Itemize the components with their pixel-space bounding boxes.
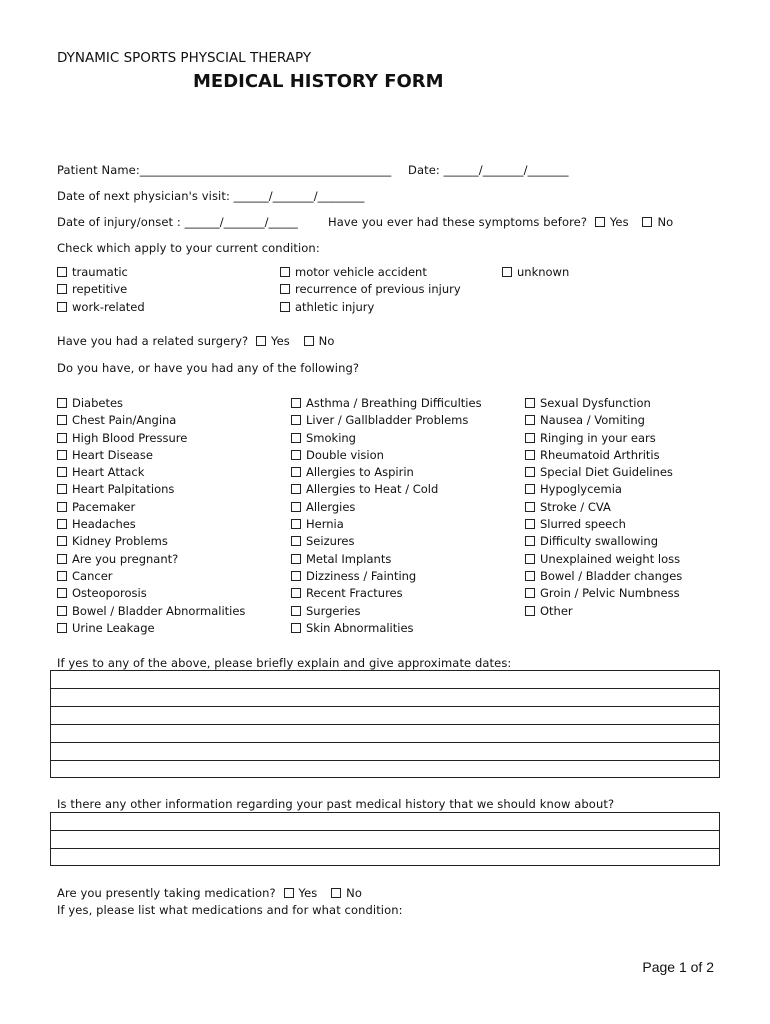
history-condition-label: Liver / Gallbladder Problems [306, 413, 469, 428]
answer-line[interactable] [51, 671, 719, 689]
history-condition-label: Asthma / Breathing Difficulties [306, 396, 482, 410]
history-condition-label: Bowel / Bladder Abnormalities [72, 603, 246, 618]
history-condition-label: Heart Attack [72, 465, 145, 480]
history-condition-option[interactable] [57, 568, 245, 585]
checkbox-icon[interactable] [57, 571, 67, 581]
condition-column-1 [57, 264, 145, 316]
condition-column-3 [502, 264, 569, 281]
history-condition-label: Pacemaker [72, 499, 136, 514]
history-condition-label: Stroke / CVA [540, 499, 611, 514]
condition-option[interactable]: work-related [57, 299, 145, 316]
medication-row [57, 886, 362, 900]
checkbox-icon[interactable] [291, 398, 301, 408]
checkbox-icon[interactable] [304, 336, 314, 346]
other-info-lines[interactable] [50, 812, 720, 866]
checkbox-icon[interactable] [525, 588, 535, 598]
explain-lines[interactable] [50, 670, 720, 778]
checkbox-icon[interactable] [57, 284, 67, 294]
history-condition-option[interactable] [57, 412, 245, 429]
condition-option[interactable]: unknown [502, 264, 569, 281]
history-condition-option[interactable] [57, 430, 245, 447]
history-condition-label: Kidney Problems [72, 534, 168, 549]
check-apply-label: Check which apply to your current condition: [57, 241, 320, 255]
history-condition-option[interactable] [291, 499, 482, 516]
history-condition-label: Ringing in your ears [540, 430, 656, 445]
checkbox-icon[interactable] [57, 484, 67, 494]
medication-yes-option[interactable]: Yes [284, 886, 318, 900]
history-condition-label: Skin Abnormalities [306, 620, 414, 635]
history-condition-label: Diabetes [72, 396, 124, 410]
medication-question: Are you presently taking medication? [57, 886, 276, 900]
history-condition-option[interactable] [525, 412, 682, 429]
answer-line[interactable] [51, 761, 719, 777]
history-condition-option[interactable] [525, 499, 682, 516]
history-condition-option[interactable] [291, 412, 482, 429]
checkbox-icon[interactable] [291, 450, 301, 460]
do-you-have-label: Do you have, or have you had any of the following? [57, 361, 360, 375]
checkbox-icon[interactable] [57, 519, 67, 529]
history-condition-option[interactable] [57, 395, 245, 412]
history-condition-label: Surgeries [306, 603, 361, 618]
history-condition-option[interactable] [525, 430, 682, 447]
history-condition-label: Smoking [306, 430, 356, 445]
symptoms-yes-option[interactable]: Yes [595, 215, 629, 229]
checkbox-icon[interactable] [291, 623, 301, 633]
checkbox-icon[interactable] [57, 450, 67, 460]
history-condition-option[interactable] [525, 533, 682, 550]
history-condition-option[interactable] [57, 464, 245, 481]
answer-line[interactable] [51, 849, 719, 865]
checkbox-icon[interactable] [280, 267, 290, 277]
company-name: DYNAMIC SPORTS PHYSCIAL THERAPY [57, 50, 312, 66]
condition-option[interactable]: repetitive [57, 281, 145, 298]
related-surgery-question: Have you had a related surgery? [57, 334, 249, 348]
checkbox-icon[interactable] [57, 554, 67, 564]
history-condition-option[interactable] [525, 395, 682, 412]
history-condition-option[interactable] [57, 620, 245, 637]
history-condition-label: Sexual Dysfunction [540, 396, 651, 410]
history-condition-label: Rheumatoid Arthritis [540, 447, 660, 462]
checkbox-icon[interactable] [57, 502, 67, 512]
medication-list-label: If yes, please list what medications and for what condition: [57, 903, 403, 917]
checkbox-icon[interactable] [525, 433, 535, 443]
date-field[interactable]: Date: ______/_______/_______ [408, 163, 569, 177]
checkbox-icon[interactable] [291, 571, 301, 581]
history-condition-option[interactable] [57, 499, 245, 516]
history-condition-label: Nausea / Vomiting [540, 413, 645, 428]
checkbox-icon[interactable] [525, 484, 535, 494]
checkbox-icon[interactable] [291, 415, 301, 425]
checkbox-icon[interactable] [57, 588, 67, 598]
history-condition-option[interactable] [57, 533, 245, 550]
history-condition-label: Unexplained weight loss [540, 551, 681, 566]
history-condition-label: Double vision [306, 447, 384, 462]
history-column-3 [525, 395, 682, 620]
history-condition-option[interactable] [291, 516, 482, 533]
history-condition-option[interactable] [57, 603, 245, 620]
history-condition-label: Allergies to Heat / Cold [306, 482, 439, 497]
medication-no-option[interactable]: No [331, 886, 362, 900]
history-condition-label: Difficulty swallowing [540, 534, 659, 549]
history-condition-label: Other [540, 603, 573, 618]
history-condition-option[interactable] [525, 481, 682, 498]
history-condition-label: Metal Implants [306, 551, 392, 566]
condition-option[interactable]: athletic injury [280, 299, 461, 316]
form-title: MEDICAL HISTORY FORM [193, 71, 444, 92]
history-condition-option[interactable] [291, 447, 482, 464]
history-condition-label: Allergies to Aspirin [306, 465, 414, 480]
checkbox-icon[interactable] [256, 336, 266, 346]
history-condition-option[interactable] [291, 568, 482, 585]
checkbox-icon[interactable] [280, 302, 290, 312]
checkbox-icon[interactable] [57, 433, 67, 443]
history-condition-label: Groin / Pelvic Numbness [540, 586, 680, 601]
history-condition-label: Heart Disease [72, 447, 153, 462]
checkbox-icon[interactable] [291, 502, 301, 512]
condition-option[interactable]: recurrence of previous injury [280, 281, 461, 298]
history-condition-option[interactable] [525, 551, 682, 568]
answer-line[interactable] [51, 689, 719, 707]
history-condition-option[interactable] [525, 568, 682, 585]
history-condition-option[interactable] [291, 395, 482, 412]
history-condition-label: Are you pregnant? [72, 551, 179, 566]
checkbox-icon[interactable] [525, 502, 535, 512]
history-condition-option[interactable] [291, 585, 482, 602]
history-condition-label: High Blood Pressure [72, 430, 188, 445]
checkbox-icon[interactable] [525, 519, 535, 529]
answer-line[interactable] [51, 831, 719, 849]
history-condition-option[interactable] [57, 516, 245, 533]
condition-option[interactable]: traumatic [57, 264, 145, 281]
condition-option[interactable]: motor vehicle accident [280, 264, 461, 281]
history-condition-label: Hernia [306, 517, 344, 532]
history-condition-label: Bowel / Bladder changes [540, 568, 683, 583]
checkbox-icon[interactable] [57, 606, 67, 616]
patient-name-field[interactable]: Patient Name:___________________________________________ [57, 163, 392, 177]
history-condition-option[interactable] [291, 603, 482, 620]
checkbox-icon[interactable] [502, 267, 512, 277]
history-column-1 [57, 395, 245, 637]
history-condition-option[interactable] [291, 481, 482, 498]
answer-line[interactable] [51, 707, 719, 725]
history-condition-label: Osteoporosis [72, 586, 147, 601]
checkbox-icon[interactable] [291, 484, 301, 494]
checkbox-icon[interactable] [291, 519, 301, 529]
surgery-yes-option[interactable]: Yes [256, 334, 290, 348]
checkbox-icon[interactable] [57, 536, 67, 546]
checkbox-icon[interactable] [291, 536, 301, 546]
checkbox-icon[interactable] [291, 467, 301, 477]
checkbox-icon[interactable] [57, 623, 67, 633]
answer-line[interactable] [51, 813, 719, 831]
history-condition-label: Allergies [306, 499, 356, 514]
history-condition-option[interactable] [57, 585, 245, 602]
history-condition-label: Heart Palpitations [72, 482, 175, 497]
checkbox-icon[interactable] [525, 450, 535, 460]
page-number: Page 1 of 2 [642, 959, 714, 975]
history-condition-label: Hypoglycemia [540, 482, 622, 497]
history-condition-label: Recent Fractures [306, 586, 403, 601]
history-condition-option[interactable] [57, 481, 245, 498]
checkbox-icon[interactable] [291, 606, 301, 616]
checkbox-icon[interactable] [525, 467, 535, 477]
history-condition-option[interactable] [525, 585, 682, 602]
history-condition-option[interactable] [525, 464, 682, 481]
checkbox-icon[interactable] [331, 888, 341, 898]
history-condition-option[interactable] [291, 551, 482, 568]
checkbox-icon[interactable] [57, 302, 67, 312]
checkbox-icon[interactable] [525, 415, 535, 425]
related-surgery-row [57, 334, 335, 348]
history-condition-label: Headaches [72, 517, 136, 532]
answer-line[interactable] [51, 743, 719, 761]
injury-date-field[interactable]: Date of injury/onset : ______/_______/_____ [57, 215, 298, 229]
surgery-no-option[interactable]: No [304, 334, 335, 348]
history-condition-option[interactable] [291, 620, 482, 637]
history-condition-option[interactable] [291, 464, 482, 481]
history-condition-label: Seizures [306, 534, 355, 549]
explain-label: If yes to any of the above, please briefly explain and give approximate dates: [57, 656, 512, 670]
checkbox-icon[interactable] [525, 571, 535, 581]
history-condition-option[interactable] [291, 533, 482, 550]
history-condition-option[interactable] [57, 551, 245, 568]
checkbox-icon[interactable] [525, 606, 535, 616]
history-condition-label: Slurred speech [540, 517, 626, 532]
symptoms-no-option[interactable]: No [642, 215, 673, 229]
history-condition-option[interactable] [57, 447, 245, 464]
history-condition-option[interactable] [525, 603, 682, 620]
history-condition-label: Dizziness / Fainting [306, 568, 417, 583]
history-condition-label: Special Diet Guidelines [540, 465, 673, 480]
other-info-label: Is there any other information regarding your past medical history that we should know about? [57, 797, 615, 811]
checkbox-icon[interactable] [57, 415, 67, 425]
symptoms-before-row [328, 215, 673, 229]
checkbox-icon[interactable] [57, 398, 67, 408]
checkbox-icon[interactable] [525, 554, 535, 564]
history-column-2 [291, 395, 482, 637]
history-condition-label: Cancer [72, 568, 113, 583]
history-condition-label: Chest Pain/Angina [72, 413, 177, 428]
checkbox-icon[interactable] [525, 536, 535, 546]
checkbox-icon[interactable] [291, 588, 301, 598]
checkbox-icon[interactable] [57, 267, 67, 277]
checkbox-icon[interactable] [291, 433, 301, 443]
checkbox-icon[interactable] [595, 217, 605, 227]
checkbox-icon[interactable] [284, 888, 294, 898]
next-visit-field[interactable]: Date of next physician's visit: ______/_______/________ [57, 189, 365, 203]
history-condition-label: Urine Leakage [72, 620, 155, 635]
checkbox-icon[interactable] [57, 467, 67, 477]
history-condition-option[interactable] [525, 447, 682, 464]
checkbox-icon[interactable] [525, 398, 535, 408]
answer-line[interactable] [51, 725, 719, 743]
checkbox-icon[interactable] [280, 284, 290, 294]
condition-column-2 [280, 264, 461, 316]
checkbox-icon[interactable] [642, 217, 652, 227]
symptoms-before-question: Have you ever had these symptoms before? [328, 215, 588, 229]
history-condition-option[interactable] [525, 516, 682, 533]
checkbox-icon[interactable] [291, 554, 301, 564]
history-condition-option[interactable] [291, 430, 482, 447]
